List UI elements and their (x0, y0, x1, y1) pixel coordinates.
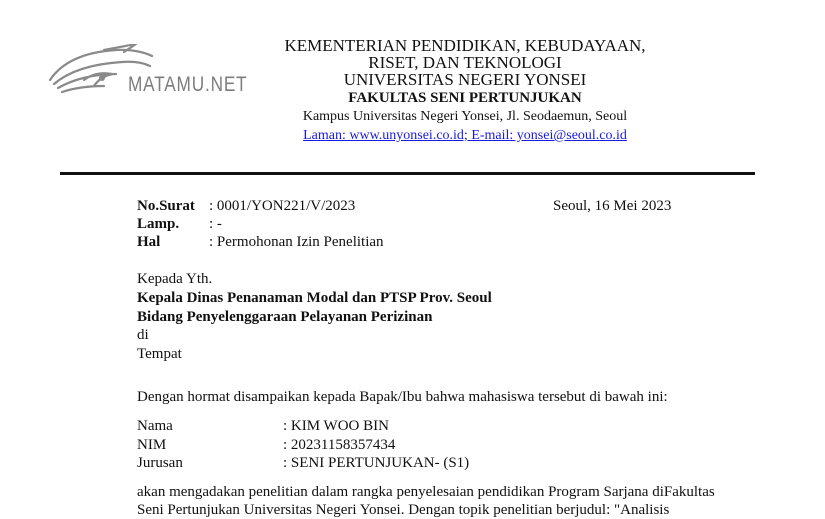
contact-link[interactable]: Laman: www.unyonsei.co.id; E-mail: yonsei@seoul.co.id (303, 128, 627, 143)
nama-value: : KIM WOO BIN (283, 418, 389, 434)
recipient-line-2: Bidang Penyelenggaraan Pelayanan Perizinan (137, 309, 433, 325)
recipient-line-1: Kepala Dinas Penanaman Modal dan PTSP Prov. Seoul (137, 290, 492, 306)
lamp-label: Lamp. (137, 216, 180, 232)
letter-date: Seoul, 16 Mei 2023 (553, 198, 672, 214)
hal-label: Hal (137, 234, 161, 250)
body-paragraph-line-1: akan mengadakan penelitian dalam rangka penyelesaian pendidikan Program Sarjana diFakultas (137, 484, 715, 500)
nosurat-value: : 0001/YON221/V/2023 (209, 198, 356, 214)
lamp-value: : - (209, 216, 222, 232)
hal-value: : Permohonan Izin Penelitian (209, 234, 384, 250)
nosurat-label: No.Surat (137, 198, 195, 214)
header-divider (60, 172, 755, 175)
ministry-line-1: KEMENTERIAN PENDIDIKAN, KEBUDAYAAN, (284, 36, 646, 55)
recipient-greeting: Kepada Yth. (137, 271, 213, 287)
faculty-name: FAKULTAS SENI PERTUNJUKAN (348, 90, 582, 106)
nim-value: : 20231158357434 (283, 437, 396, 453)
jurusan-value: : SENI PERTUNJUKAN- (S1) (283, 455, 470, 471)
university-name: UNIVERSITAS NEGERI YONSEI (343, 70, 587, 89)
nama-label: Nama (137, 418, 173, 434)
campus-address: Kampus Universitas Negeri Yonsei, Jl. Seodaemun, Seoul (302, 109, 628, 124)
ministry-line-2: RISET, DAN TEKNOLOGI (368, 53, 562, 72)
intro-paragraph: Dengan hormat disampaikan kepada Bapak/Ibu bahwa mahasiswa tersebut di bawah ini: (137, 389, 668, 405)
body-paragraph-line-2: Seni Pertunjukan Universitas Negeri Yonsei. Dengan topik penelitian berjudul: "Analisis (137, 502, 670, 518)
watermark-text: MATAMU.NET (128, 73, 248, 96)
recipient-di: di (137, 327, 149, 343)
recipient-tempat: Tempat (137, 346, 182, 362)
nim-label: NIM (137, 437, 167, 453)
jurusan-label: Jurusan (137, 455, 183, 471)
